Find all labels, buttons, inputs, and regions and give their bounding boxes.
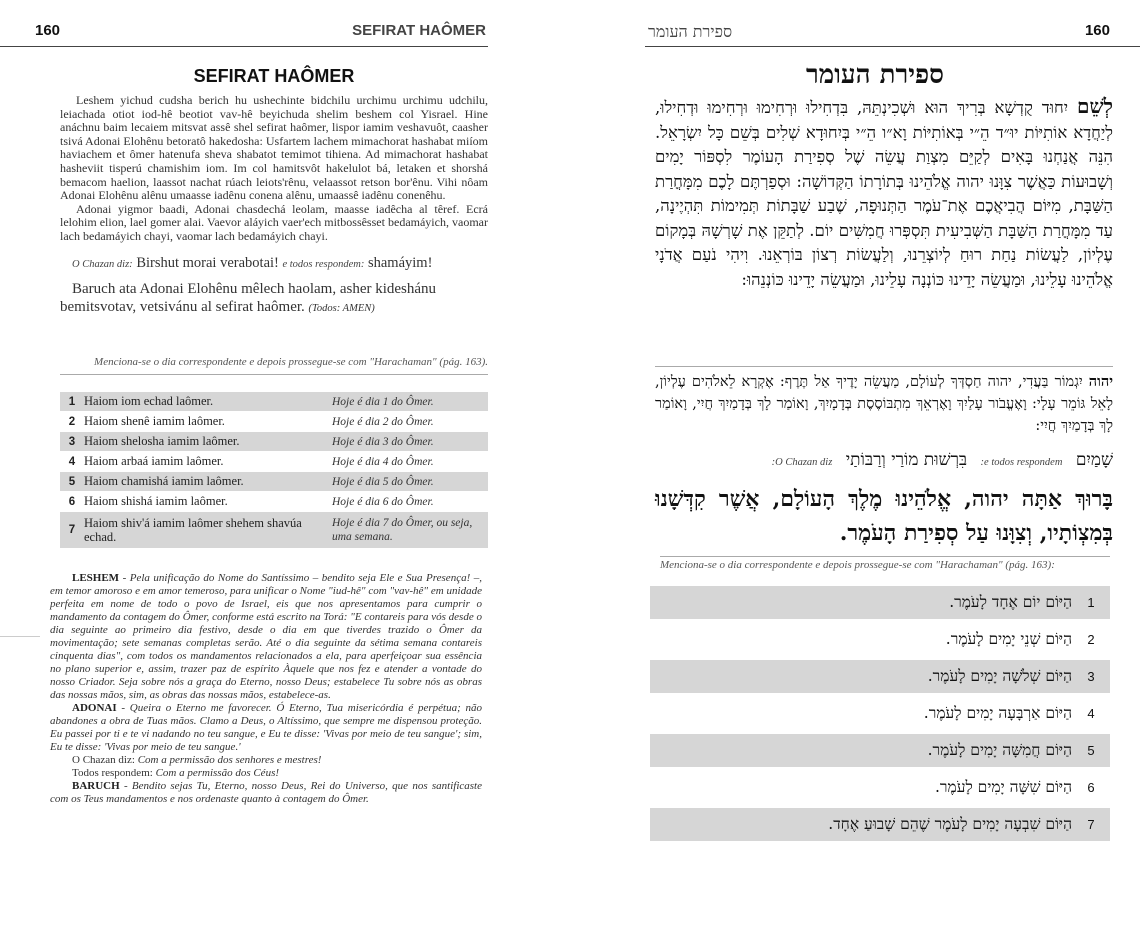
day-number: 4	[1087, 706, 1095, 721]
translation-all-text: Com a permissão dos Céus!	[155, 767, 280, 779]
baruch-text: Baruch ata Adonai Elohênu mêlech haolam, asher kideshánu bemitsvotav, vetsivánu al sefirat haômer.	[60, 280, 437, 315]
day-hebrew: הַיּוֹם שְׁנֵי יָמִים לָעֹמֶר.	[945, 630, 1072, 648]
right-title: ספירת העומר	[806, 60, 944, 90]
day-translit: Haiom shishá iamim laômer.	[84, 492, 332, 512]
chazan-label: O Chazan diz:	[72, 258, 133, 270]
adonai-hebrew: יִגְמוֹר בַּעֲדִי, יהוה חַסְדְּךָ לְעוֹלָם, מַעֲשֵׂה יָדֶיךָ אַל תֶּרֶף: אֶקְרָא לֵאלֹהִים עֶלְיוֹן, לָאֵל גּוֹמֵר עָלָי: וָאֶעֱבֹור עָלַיִךְ וָאֶרְאֵךְ מִתְבּוֹסֶסֶת בְּדָמָיִךְ, וָאוֹמַר לָךְ בְּדָמַיִךְ חֲיִי, וָאוֹמַר לָךְ בְּדָמַיִךְ חֲיִי:	[655, 374, 1113, 434]
table-row	[650, 586, 1110, 619]
day-number: 6	[60, 492, 84, 512]
day-hebrew: הַיּוֹם שִׁבְעָה יָמִים לָעֹמֶר שֶׁהֵם שָׁבוּעַ אֶחָד.	[828, 815, 1072, 833]
table-row	[650, 808, 1110, 841]
table-row	[650, 623, 1110, 656]
hebrew-adonai-block	[655, 366, 1113, 437]
adonai-head: ADONAI	[72, 702, 117, 714]
leshem-hebrew: יִחוּד קֻדְשָׁא בְּרִיךְ הוּא וּשְׁכִינְתֵּהּ, בִּדְחִילוּ וּרְחִימוּ וּרְחִימוּ וּדְחִילוּ, לְיַחֲדָא אוֹתִיּוֹת יוּ״ד הֵ״י בְּאוֹתִיּוֹת וָא״ו הֵ״י בְּיִחוּדָא שְׁלִים בְּשֵׁם כָּל יִשְׂרָאֵל. הִנֵּה אֲנַחְנוּ בָּאִים לְקַיֵּם מִצְוַת עֲשֵׂה שֶׁל סְפִירַת הָעוֹמֶר לִסְפּוֹר יָמִים וְשָׁבוּעוֹת כַּאֲשֶׁר צִוָּנוּ יהוה אֱלֹהֵינוּ בְּתוֹרָתוֹ הַקְּדוֹשָׁה: וּסְפַרְתֶּם לָכֶם מִמָּחֳרַת הַשַּׁבָּת, מִיּוֹם הֲבִיאֲכֶם אֶת־עֹמֶר הַתְּנוּפָה, שֶׁבַע שַׁבָּתוֹת תְּמִימוֹת תִּהְיֶינָה, עַד מִמָּחֳרַת הַשַּׁבָּת הַשְּׁבִיעִית תִּסְפְּרוּ חֲמִשִּׁים יוֹם. לְתַקֵּן אֶת שָׁרְשָׁהּ בְּמָקוֹם עֶלְיוֹן, לַעֲשׂוֹת נַחַת רוּחַ לְיוֹצְרֵנוּ, וְלַעֲשׂוֹת רְצוֹן בּוֹרְאֵנוּ. וִיהִי נֹעַם אֲדֹנָי אֱלֹהֵינוּ עָלֵינוּ, וּמַעֲשֵׂה יָדֵינוּ כּוֹנְנָה עָלֵינוּ, וּמַעֲשֵׂה יָדֵינוּ כּוֹנְנֵהוּ:	[655, 98, 1113, 289]
hebrew-leshem-block	[655, 94, 1113, 292]
hebrew-response-label: e todos respondem:	[980, 457, 1063, 468]
day-portuguese: Hoje é dia 4 do Ômer.	[332, 452, 488, 472]
day-translit: Haiom shiv'á iamim laômer shehem shavúa echad.	[84, 512, 332, 549]
day-hebrew: הַיּוֹם יוֹם אֶחָד לָעֹמֶר.	[949, 593, 1072, 611]
day-number: 4	[60, 452, 84, 472]
day-translit: Haiom shelosha iamim laômer.	[84, 432, 332, 452]
day-translit: Haiom iom echad laômer.	[84, 392, 332, 412]
day-hebrew: הַיּוֹם אַרְבָּעָה יָמִים לָעֹמֶר.	[923, 704, 1072, 722]
day-portuguese: Hoje é dia 6 do Ômer.	[332, 492, 488, 512]
leshem-first-word: לְשֵׁם	[1077, 94, 1114, 118]
leshem-translation: - Pela unificação do Nome do Santíssimo – bendito seja Ele e Sua Presença! –, em temor amoroso e em amor temeroso, para unificar o Nome "iud-hê" com "vav-hê" em unidade perfeita em nome de todo o povo de Israel, eis que nos apresentamos para cumprir o mandamento da contagem do Ômer, conforme está escrito na Torá: "E contareis para vós desde o dia seguinte ao primeiro dia festivo, desde o dia em que tiverdes trazido o Ômer da movimentação; sete semanas completas serão. Até o dia seguinte da sétima semana contareis cinquenta dias", com todos os mandamentos relacionados a ela, para aperfeiçoar sua essência no plano superior e, assim, trazer paz de espírito Àquele que nos fez e atender a vontade do nosso Criador. Seja sobre nós a graça do Eterno, nosso Deus; estabelece Tu sobre nós as obras das nossas mãos, sim, as obras das nossas mãos, estabelece-as.	[50, 572, 482, 701]
hebrew-chazan-line	[655, 450, 1113, 470]
day-portuguese: Hoje é dia 7 do Ômer, ou seja, uma semana.	[332, 512, 488, 549]
right-page-number: 160	[1084, 22, 1110, 39]
day-number: 6	[1087, 780, 1095, 795]
table-row	[650, 660, 1110, 693]
day-hebrew: הַיּוֹם חֲמִשָּׁה יָמִים לָעֹמֶר.	[927, 741, 1072, 759]
left-page-number: 160	[35, 22, 61, 39]
day-portuguese: Hoje é dia 1 do Ômer.	[332, 392, 488, 412]
adonai-paragraph: Adonai yigmor baadi, Adonai chasdechá leolam, maasse iadêcha al têref. Ecrá lelohim elion, lael gomer alai. Vaevor aláyich vaer'ech mitbossêsset bedamáyich, vaomar lach bedamáyich chayi, vaomar lach bedamáyich chayi.	[60, 201, 488, 243]
baruch-response: (Todos: AMEN)	[308, 302, 375, 314]
day-number: 5	[60, 472, 84, 492]
right-running-head: ספירת העומר	[648, 22, 733, 41]
day-number: 3	[1087, 669, 1095, 684]
day-hebrew: הַיּוֹם שִׁשָּׁה יָמִים לָעֹמֶר.	[934, 778, 1072, 796]
response-text: shamáyim!	[367, 254, 433, 271]
leshem-head: LESHEM	[72, 572, 120, 584]
day-number: 2	[60, 412, 84, 432]
hebrew-chazan-text: בִּרְשׁוּת מוֹרַי וְרַבּוֹתַי	[845, 450, 968, 470]
day-number: 2	[1087, 632, 1095, 647]
table-row	[650, 697, 1110, 730]
leshem-paragraph: Leshem yichud cudsha berich hu ushechinte bidchilu urchimu urchimu udchilu, leiachada otiot iod-hê beotiot vav-hê beyichuda shelim beshem col Yisrael. Hine anáchnu baim lecaiem mitsvat assê shel sefirat haômer, lispor iamim veshavuôt, caasher tsivá Adonai Elohênu betoratô hakedosha: Usfartem lachem mimachorat hashabat miíom haviachem et ômer hatenufa sheva shabatot temimot tihiena. Ad mimachorat hashabat hasheviit tisperú chamishim iom. Im col hamitsvôt hakelulot bá, letaken et shorshá bemacom haelion, laassot nachat rúach leiots'rênu, velaassot retson bor'ênu. Vihi nôam Adonai Elohênu alênu umaasse iadênu conena alênu, umaassê iadênu conenêhu.	[60, 93, 488, 203]
day-portuguese: Hoje é dia 2 do Ômer.	[332, 412, 488, 432]
day-translit: Haiom arbaá iamim laômer.	[84, 452, 332, 472]
day-number: 7	[60, 512, 84, 549]
day-number: 1	[1087, 595, 1095, 610]
hebrew-chazan-response: שָׁמַיִם	[1075, 450, 1113, 470]
adonai-first-word: יהוה	[1088, 373, 1113, 390]
hebrew-baruch: בָּרוּךְ אַתָּה יהוה, אֱלֹהֵינוּ מֶלֶךְ הָעוֹלָם, אֲשֶׁר קִדְּשָׁנוּ בְּמִצְוֹתָיו, וְצִוָּנוּ עַל סְפִירַת הָעֹמֶר.	[655, 486, 1113, 546]
day-number: 3	[60, 432, 84, 452]
day-number: 5	[1087, 743, 1095, 758]
table-row	[650, 771, 1110, 804]
translation-all-label: Todos respondem:	[72, 767, 153, 779]
left-mention-note: Menciona-se o dia correspondente e depois prossegue-se com "Harachaman" (pág. 163).	[60, 356, 488, 375]
day-translit: Haiom shenê iamim laômer.	[84, 412, 332, 432]
day-translit: Haiom chamishá iamim laômer.	[84, 472, 332, 492]
hebrew-day-table	[650, 586, 1110, 845]
response-label: e todos respondem:	[282, 258, 365, 270]
table-row	[650, 734, 1110, 767]
day-number: 1	[60, 392, 84, 412]
day-hebrew: הַיּוֹם שְׁלֹשָׁה יָמִים לָעֹמֶר.	[927, 667, 1072, 685]
translation-chazan-label: O Chazan diz:	[72, 754, 135, 766]
day-portuguese: Hoje é dia 3 do Ômer.	[332, 432, 488, 452]
translation-chazan-text: Com a permissão dos senhores e mestres!	[137, 754, 322, 766]
day-portuguese: Hoje é dia 5 do Ômer.	[332, 472, 488, 492]
chazan-text: Birshut morai verabotai!	[136, 254, 279, 271]
hebrew-chazan-label: O Chazan diz:	[771, 457, 833, 468]
right-header	[645, 0, 1140, 47]
left-running-head: SEFIRAT HAÔMER	[352, 22, 486, 39]
left-title: SEFIRAT HAÔMER	[193, 66, 355, 86]
adonai-translation: - Queira o Eterno me favorecer. Ó Eterno, Tua misericórdia é perpétua; não abandones a obra de Tuas mãos. Clamo a Deus, o Altíssimo, que sempre me dispensou proteção. Eu passei por ti e te vi nadando no teu sangue, e Eu te disse: 'Vivas por meio de teu sangue'; sim, Eu te disse: 'Vivas por meio de teu sangue.'	[50, 702, 482, 753]
right-mention-note: Menciona-se o dia correspondente e depois prossegue-se com "Harachaman" (pág. 163):	[660, 556, 1110, 571]
baruch-head: BARUCH	[72, 780, 120, 792]
baruch-translation: - Bendito sejas Tu, Eterno, nosso Deus, Rei do Universo, que nos santificaste com os Teus mandamentos e nos ordenaste quanto à contagem do Ômer.	[50, 780, 482, 805]
day-number: 7	[1087, 817, 1095, 832]
